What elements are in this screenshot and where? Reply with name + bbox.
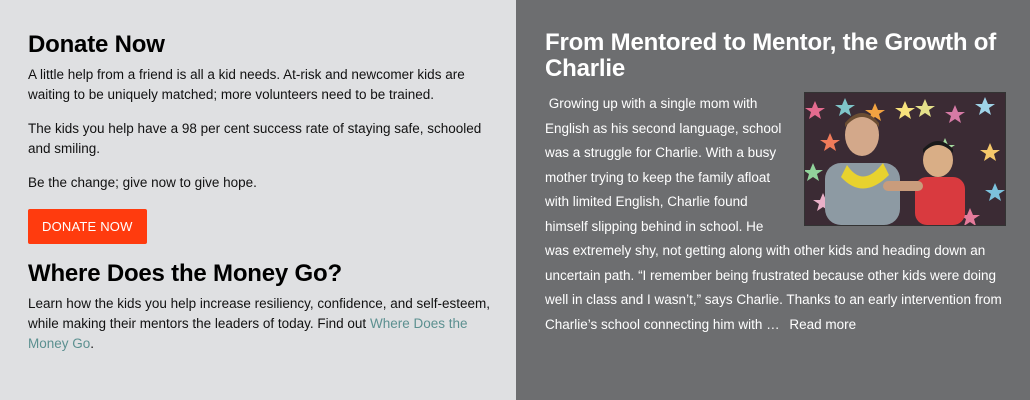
story-text: Growing up with a single mom with English as his second language, school was a struggle for Charlie. With a busy mother trying to keep the family afloat with limited English, Charlie found himself slipping behind in school. He was extremely shy, not getting along with other kids and heading down an uncertain path. “I remember being frustrated because other kids were doing well in class and I wasn’t,” says Charlie. Thanks to an early intervention from Charlie’s school connecting him with … — [545, 96, 1002, 332]
where-does-money-go-link[interactable]: Where Does the Money Go — [28, 316, 468, 351]
money-text: Learn how the kids you help increase resiliency, confidence, and self-esteem, while making their mentors the leaders of today. Find out — [28, 296, 491, 331]
money-heading: Where Does the Money Go? — [28, 260, 342, 287]
donate-paragraph-3: Be the change; give now to give hope. — [28, 175, 257, 190]
donate-paragraph-2: The kids you help have a 98 per cent success rate of staying safe, schooled and smiling. — [28, 121, 482, 156]
money-section — [28, 260, 496, 354]
money-paragraph — [28, 294, 496, 354]
story-body — [545, 92, 1006, 337]
donate-now-button[interactable]: DONATE NOW — [28, 209, 147, 244]
photo-illustration — [805, 93, 1005, 225]
donate-section — [28, 31, 496, 260]
story-photo[interactable] — [804, 92, 1006, 226]
story-heading: From Mentored to Mentor, the Growth of Charlie — [545, 29, 997, 82]
donate-heading: Donate Now — [28, 31, 165, 58]
donate-paragraph-1: A little help from a friend is all a kid needs. At-risk and newcomer kids are waiting to be uniquely matched; more volunteers need to be trained. — [28, 67, 465, 102]
story-panel — [516, 0, 1030, 400]
money-period: . — [90, 336, 95, 351]
read-more-link[interactable]: Read more — [789, 316, 857, 332]
